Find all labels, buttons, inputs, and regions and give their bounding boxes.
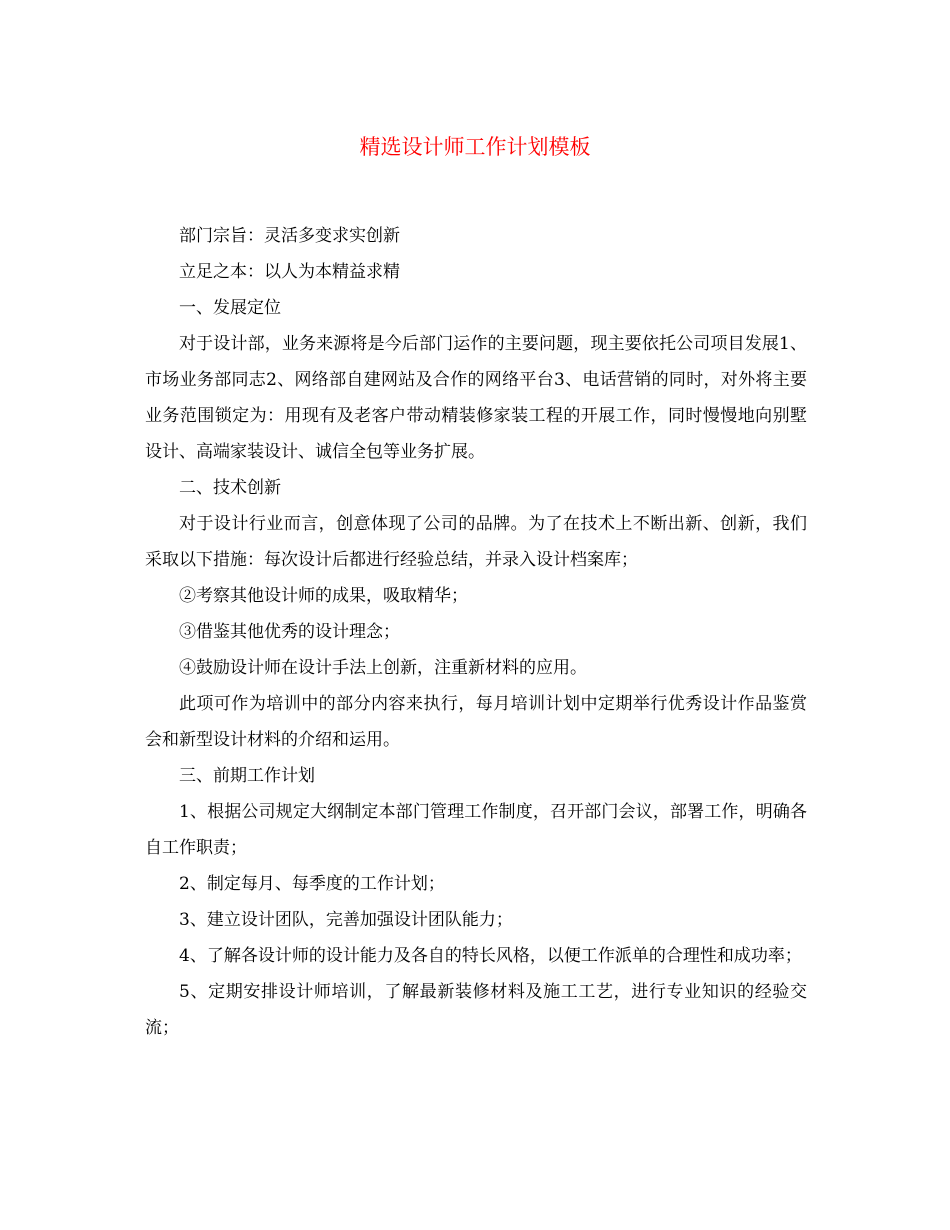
list-item-innovation-4: ④鼓励设计师在设计手法上创新，注重新材料的应用。 — [179, 658, 587, 678]
list-item-plan-4: 4、了解各设计师的设计能力及各自的特长风格，以便工作派单的合理性和成功率； — [179, 946, 802, 966]
list-item-plan-3: 3、建立设计团队，完善加强设计团队能力； — [179, 910, 513, 930]
paragraph-innovation: 对于设计行业而言，创意体现了公司的品牌。为了在技术上不断出新、创新，我们采取以下措施：每次设计后都进行经验总结，并录入设计档案库； — [145, 514, 807, 570]
document-body — [145, 218, 807, 1046]
list-item-plan-1: 1、根据公司规定大纲制定本部门管理工作制度，召开部门会议，部署工作，明确各自工作职责； — [145, 802, 807, 858]
document-title: 精选设计师工作计划模板 — [359, 135, 591, 159]
paragraph-training: 此项可作为培训中的部分内容来执行，每月培训计划中定期举行优秀设计作品鉴赏会和新型设计材料的介绍和运用。 — [145, 694, 807, 750]
list-item-plan-2: 2、制定每月、每季度的工作计划； — [179, 874, 445, 894]
list-item-innovation-3: ③借鉴其他优秀的设计理念； — [179, 622, 400, 642]
list-item-plan-5: 5、定期安排设计师培训，了解最新装修材料及施工工艺，进行专业知识的经验交流； — [145, 982, 807, 1038]
section-heading-innovation: 二、技术创新 — [179, 478, 281, 498]
paragraph-positioning: 对于设计部，业务来源将是今后部门运作的主要问题，现主要依托公司项目发展1、市场业务部同志2、网络部自建网站及合作的网络平台3、电话营销的同时，对外将主要业务范围锁定为：用现有及老客户带动精装修家装工程的开展工作，同时慢慢地向别墅设计、高端家装设计、诚信全包等业务扩展。 — [145, 334, 807, 462]
paragraph-foundation: 立足之本：以人为本精益求精 — [179, 262, 400, 282]
list-item-innovation-2: ②考察其他设计师的成果，吸取精华； — [179, 586, 468, 606]
section-heading-early-plan: 三、前期工作计划 — [179, 766, 315, 786]
paragraph-department-purpose: 部门宗旨：灵活多变求实创新 — [179, 226, 400, 246]
section-heading-positioning: 一、发展定位 — [179, 298, 281, 318]
